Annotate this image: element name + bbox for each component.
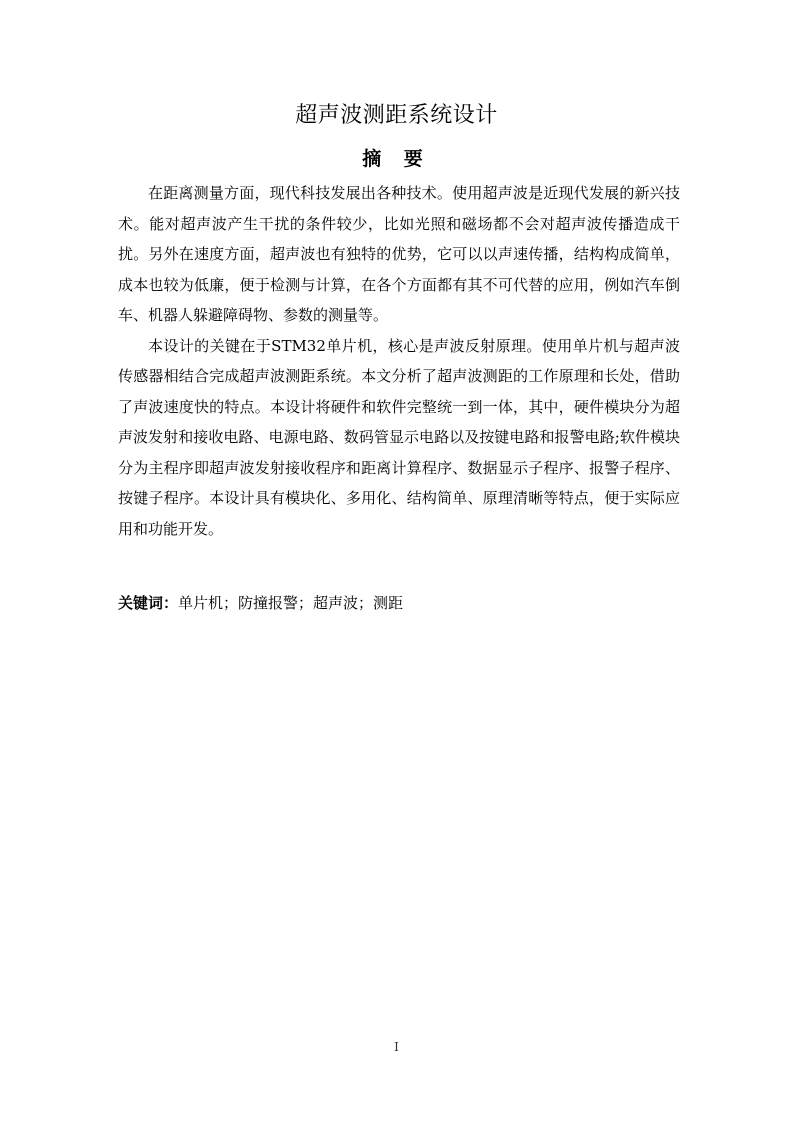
abstract-body xyxy=(118,178,680,544)
abstract-heading: 摘 要 xyxy=(362,148,431,170)
abstract-paragraph: 本设计的关键在于STM32单片机，核心是声波反射原理。使用单片机与超声波传感器相结合完成超声波测距系统。本文分析了超声波测距的工作原理和长处，借助了声波速度快的特点。本设计将硬件和软件完整统一到一体，其中，硬件模块分为超声波发射和接收电路、电源电路、数码管显示电路以及按键电路和报警电路;软件模块分为主程序即超声波发射接收程序和距离计算程序、数据显示子程序、报警子程序、按键子程序。本设计具有模块化、多用化、结构简单、原理清晰等特点，便于实际应用和功能开发。 xyxy=(118,336,680,538)
page-number: I xyxy=(394,1040,399,1054)
keywords-text: 单片机；防撞报警；超声波；测距 xyxy=(178,594,404,612)
keywords-line xyxy=(118,590,403,616)
keywords-label: 关键词： xyxy=(118,594,179,612)
document-title: 超声波测距系统设计 xyxy=(295,103,498,128)
abstract-paragraph: 在距离测量方面，现代科技发展出各种技术。使用超声波是近现代发展的新兴技术。能对超声波产生干扰的条件较少，比如光照和磁场都不会对超声波传播造成干扰。另外在速度方面，超声波也有独特的优势，它可以以声速传播，结构构成简单，成本也较为低廉，便于检测与计算，在各个方面都有其不可代替的应用，例如汽车倒车、机器人躲避障碍物、参数的测量等。 xyxy=(118,184,680,324)
